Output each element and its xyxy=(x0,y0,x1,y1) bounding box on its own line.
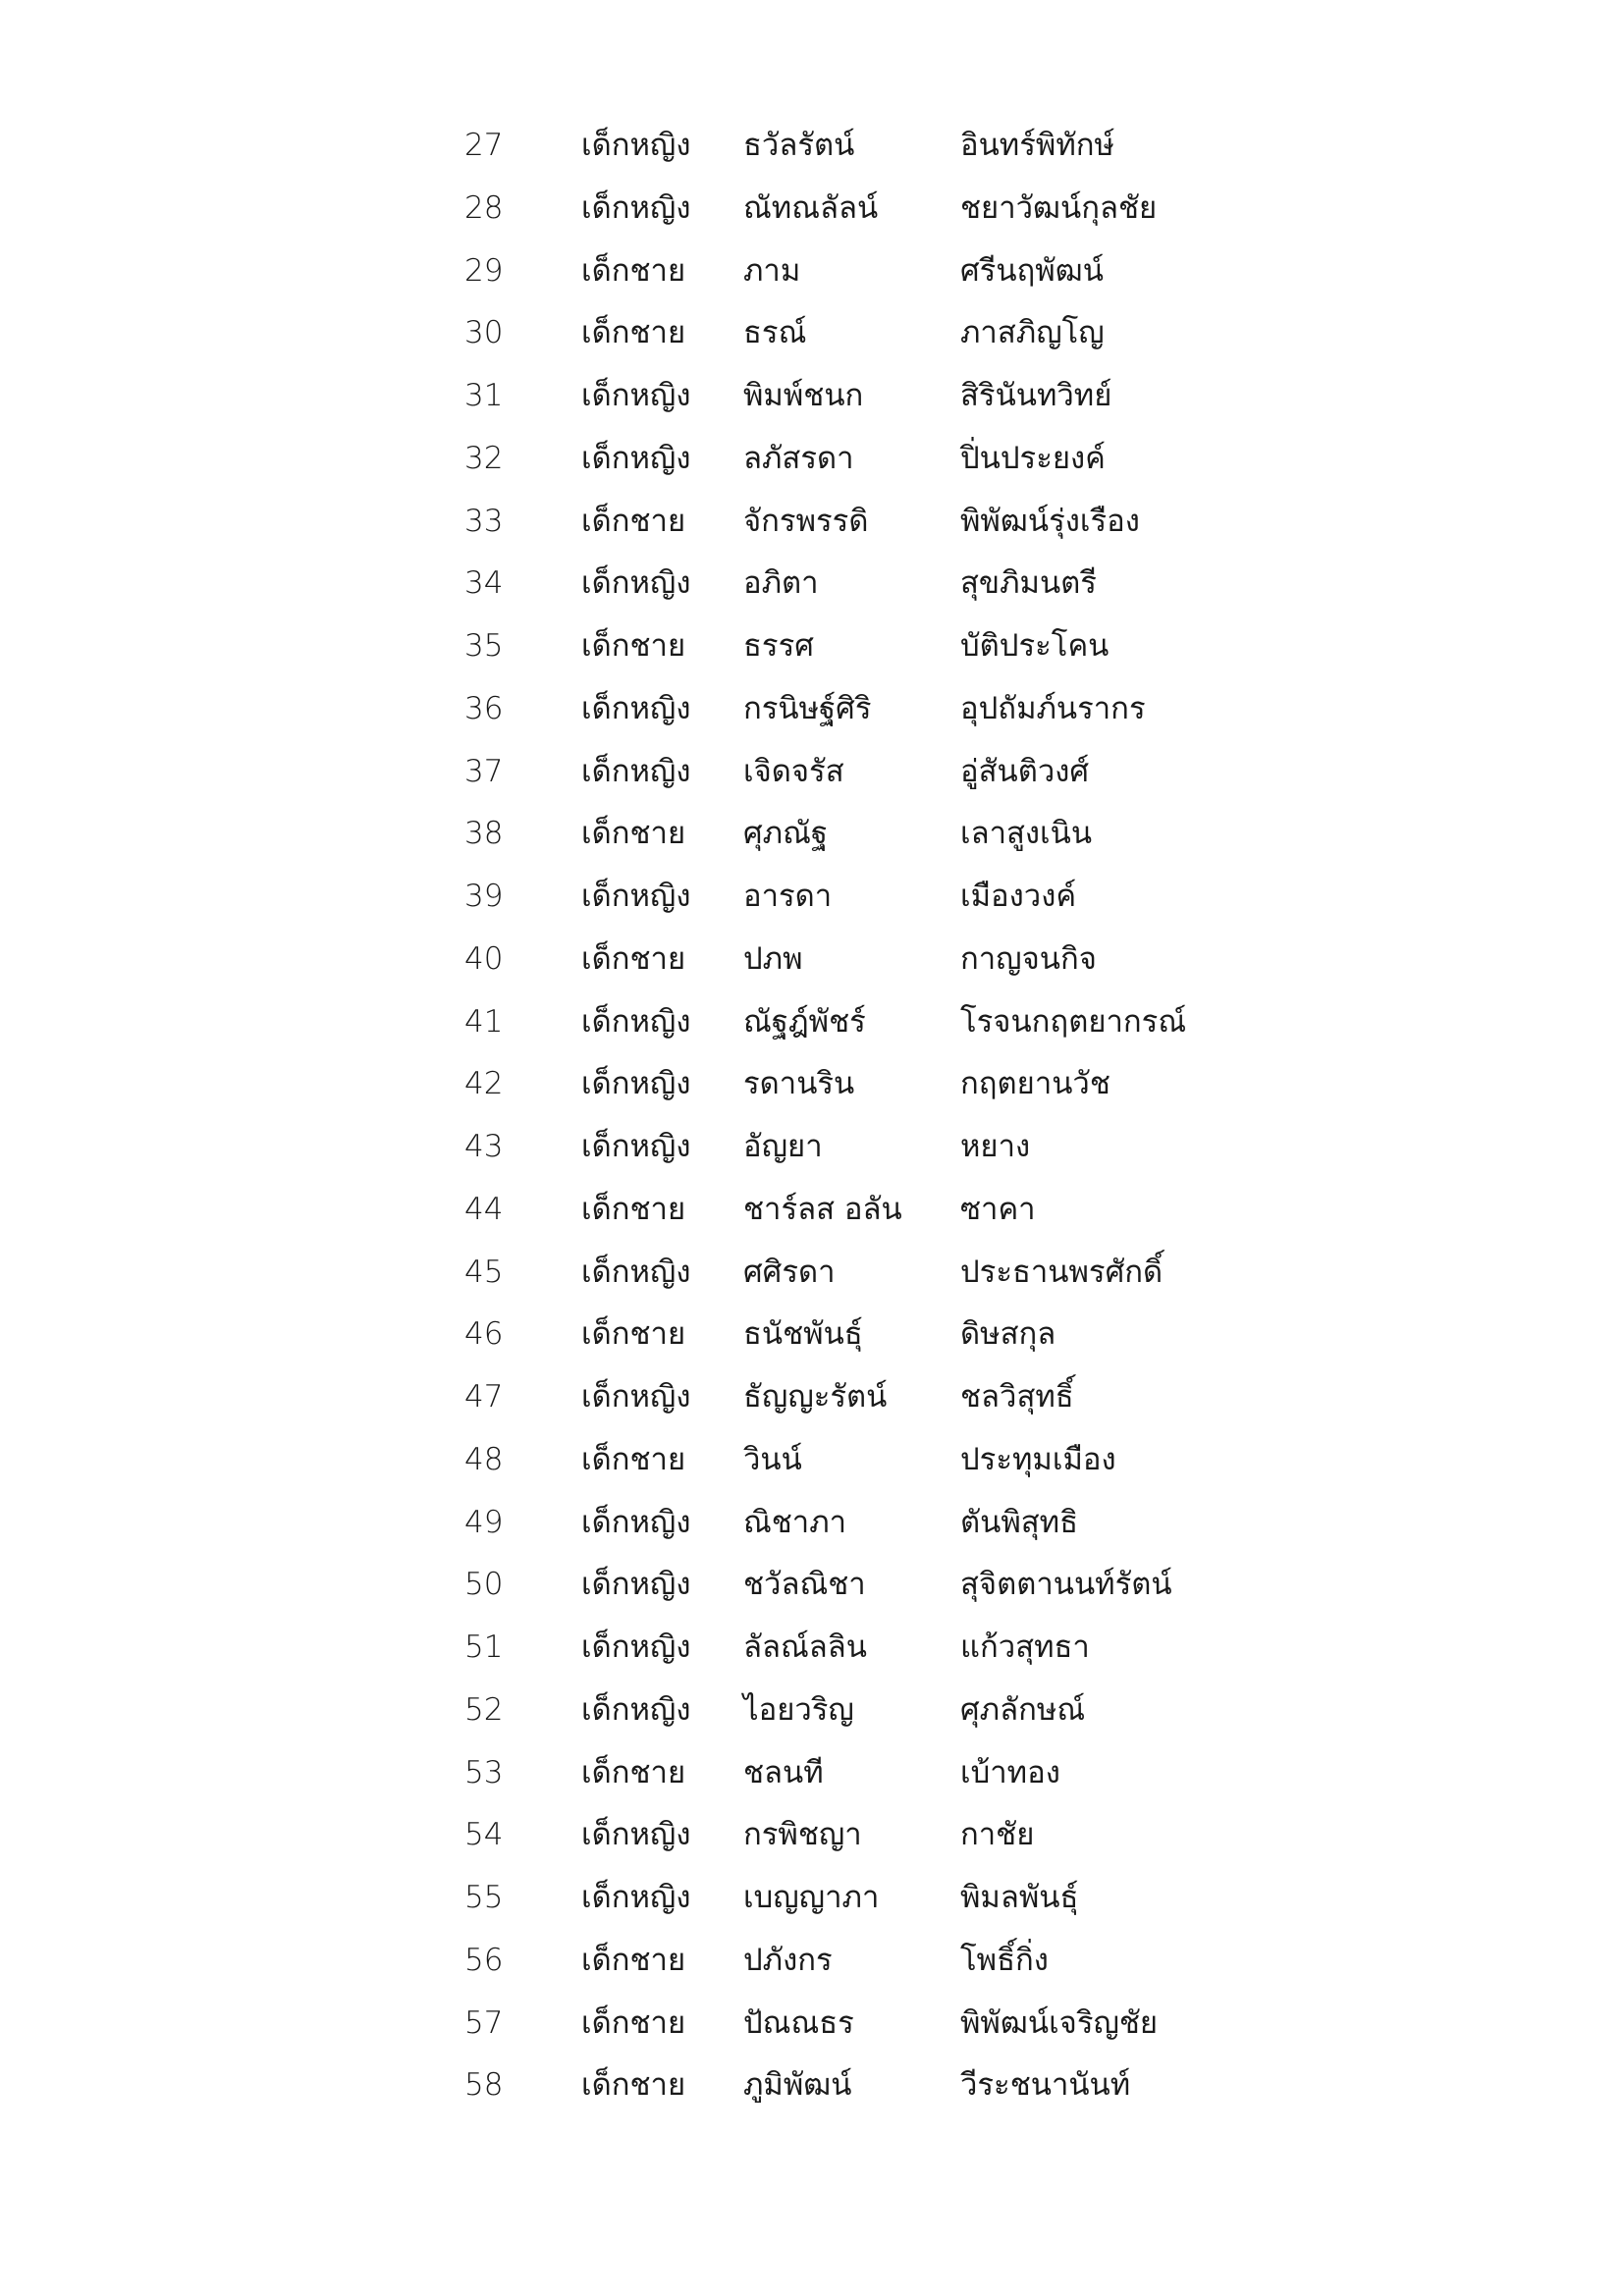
table-row xyxy=(0,1242,1624,1305)
table-row xyxy=(0,803,1624,866)
student-title: เด็กชาย xyxy=(581,816,686,852)
student-last-name: อู่สันติวงศ์ xyxy=(960,753,1090,789)
table-row xyxy=(0,929,1624,991)
student-title: เด็กชาย xyxy=(581,252,686,289)
student-first-name: ปัณณธร xyxy=(743,2004,854,2041)
student-number: 53 xyxy=(464,1754,504,1790)
student-title: เด็กหญิง xyxy=(581,189,691,226)
student-last-name: วีระชนานันท์ xyxy=(960,2067,1131,2104)
student-last-name: ชลวิสุทธิ์ xyxy=(960,1379,1074,1415)
student-first-name: พิมพ์ชนก xyxy=(743,378,864,413)
student-title: เด็กหญิง xyxy=(581,753,691,789)
student-last-name: อุปถัมภ์นรากร xyxy=(960,690,1146,726)
student-last-name: ภาสภิญโญ xyxy=(960,315,1105,351)
student-last-name: แก้วสุทธา xyxy=(960,1629,1090,1665)
student-last-name: ศุภลักษณ์ xyxy=(960,1691,1086,1728)
student-title: เด็กชาย xyxy=(581,1441,686,1477)
student-last-name: ศรีนฤพัฒน์ xyxy=(960,252,1104,289)
student-last-name: ประทุมเมือง xyxy=(960,1441,1116,1477)
student-title: เด็กชาย xyxy=(581,940,686,977)
student-last-name: กฤตยานวัช xyxy=(960,1066,1110,1102)
table-row xyxy=(0,115,1624,178)
student-last-name: สุจิตตานนท์รัตน์ xyxy=(960,1567,1172,1603)
student-title: เด็กหญิง xyxy=(581,879,691,914)
student-number: 27 xyxy=(464,128,504,163)
student-number: 33 xyxy=(464,503,504,539)
student-title: เด็กหญิง xyxy=(581,1880,691,1915)
student-last-name: โพธิ์กิ่ง xyxy=(960,1942,1049,1978)
student-last-name: สุขภิมนตรี xyxy=(960,565,1097,602)
student-first-name: ชาร์ลส อลัน xyxy=(743,1191,902,1227)
student-first-name: กรนิษฐ์ศิริ xyxy=(743,690,872,726)
student-last-name: อินทร์พิทักษ์ xyxy=(960,128,1114,163)
table-row xyxy=(0,428,1624,491)
student-number: 41 xyxy=(464,1003,504,1040)
student-first-name: ธัญญะรัตน์ xyxy=(743,1379,888,1415)
student-first-name: ณัฐฎ์พัชร์ xyxy=(743,1003,866,1040)
student-first-name: ชลนที xyxy=(743,1754,824,1790)
student-number: 58 xyxy=(464,2067,504,2104)
table-row xyxy=(0,1304,1624,1366)
student-number: 29 xyxy=(464,252,504,289)
student-last-name: ชยาวัฒน์กุลชัย xyxy=(960,189,1158,226)
student-title: เด็กหญิง xyxy=(581,1817,691,1853)
student-title: เด็กหญิง xyxy=(581,1254,691,1290)
student-number: 34 xyxy=(464,565,504,602)
student-first-name: วินน์ xyxy=(743,1441,802,1477)
student-number: 54 xyxy=(464,1817,504,1853)
student-first-name: ปภังกร xyxy=(743,1942,833,1978)
student-title: เด็กชาย xyxy=(581,1942,686,1978)
student-first-name: ธวัลรัตน์ xyxy=(743,128,855,163)
student-number: 37 xyxy=(464,753,504,789)
student-title: เด็กชาย xyxy=(581,1754,686,1790)
student-title: เด็กชาย xyxy=(581,628,686,664)
student-last-name: หยาง xyxy=(960,1129,1031,1164)
table-row xyxy=(0,240,1624,303)
student-number: 50 xyxy=(464,1567,504,1603)
table-row xyxy=(0,302,1624,365)
student-title: เด็กหญิง xyxy=(581,690,691,726)
student-last-name: เบ้าทอง xyxy=(960,1754,1060,1790)
student-first-name: อัญยา xyxy=(743,1129,823,1164)
student-first-name: ชวัลณิชา xyxy=(743,1567,866,1603)
table-row xyxy=(0,991,1624,1054)
table-row xyxy=(0,553,1624,615)
student-title: เด็กหญิง xyxy=(581,1379,691,1415)
student-first-name: จักรพรรดิ xyxy=(743,503,869,539)
student-last-name: ประธานพรศักดิ์ xyxy=(960,1254,1164,1290)
student-number: 46 xyxy=(464,1316,504,1353)
student-number: 51 xyxy=(464,1629,504,1665)
student-number: 48 xyxy=(464,1441,504,1477)
student-title: เด็กหญิง xyxy=(581,1129,691,1164)
table-row xyxy=(0,1366,1624,1429)
student-title: เด็กหญิง xyxy=(581,378,691,413)
student-first-name: ไอยวริญ xyxy=(743,1691,854,1728)
student-first-name: ลภัสรดา xyxy=(743,440,854,476)
student-first-name: อารดา xyxy=(743,879,833,914)
student-number: 40 xyxy=(464,940,504,977)
student-last-name: เลาสูงเนิน xyxy=(960,816,1093,852)
student-first-name: อภิตา xyxy=(743,565,819,602)
student-number: 56 xyxy=(464,1942,504,1978)
student-number: 36 xyxy=(464,690,504,726)
student-last-name: บัติประโคน xyxy=(960,628,1110,664)
student-last-name: กาญจนกิจ xyxy=(960,940,1097,977)
student-last-name: กาชัย xyxy=(960,1817,1035,1853)
table-row xyxy=(0,178,1624,240)
student-first-name: เจิดจรัส xyxy=(743,753,844,789)
student-first-name: ธนัชพันธุ์ xyxy=(743,1316,863,1353)
table-row xyxy=(0,1993,1624,2056)
student-first-name: ปภพ xyxy=(743,940,803,977)
student-title: เด็กหญิง xyxy=(581,1003,691,1040)
student-title: เด็กชาย xyxy=(581,1316,686,1353)
student-number: 35 xyxy=(464,628,504,664)
student-first-name: รดานริน xyxy=(743,1066,855,1102)
table-row xyxy=(0,1930,1624,1993)
student-last-name: ปิ่นประยงค์ xyxy=(960,440,1106,476)
table-row xyxy=(0,615,1624,678)
student-last-name: ซาคา xyxy=(960,1191,1036,1227)
student-title: เด็กหญิง xyxy=(581,1504,691,1540)
student-number: 32 xyxy=(464,440,504,476)
student-roster xyxy=(0,115,1624,2117)
student-title: เด็กหญิง xyxy=(581,565,691,602)
student-title: เด็กหญิง xyxy=(581,440,691,476)
student-number: 42 xyxy=(464,1066,504,1102)
student-last-name: พิพัฒน์เจริญชัย xyxy=(960,2004,1159,2041)
student-first-name: ศศิรดา xyxy=(743,1254,836,1290)
student-first-name: เบญญาภา xyxy=(743,1880,880,1915)
table-row xyxy=(0,365,1624,428)
student-first-name: ธรณ์ xyxy=(743,315,807,351)
student-number: 38 xyxy=(464,816,504,852)
table-row xyxy=(0,866,1624,929)
student-number: 52 xyxy=(464,1691,504,1728)
table-row xyxy=(0,1116,1624,1179)
student-title: เด็กหญิง xyxy=(581,1629,691,1665)
student-first-name: ณัทณลัลน์ xyxy=(743,189,879,226)
table-row xyxy=(0,1617,1624,1680)
student-number: 44 xyxy=(464,1191,504,1227)
student-title: เด็กหญิง xyxy=(581,128,691,163)
student-first-name: ศุภณัฐ xyxy=(743,816,828,852)
table-row xyxy=(0,1742,1624,1805)
student-last-name: ตันพิสุทธิ xyxy=(960,1504,1079,1540)
student-number: 47 xyxy=(464,1379,504,1415)
student-last-name: สิรินันทวิทย์ xyxy=(960,378,1112,413)
student-last-name: พิมลพันธุ์ xyxy=(960,1880,1079,1915)
table-row xyxy=(0,1492,1624,1555)
table-row xyxy=(0,1053,1624,1116)
student-first-name: ณิชาภา xyxy=(743,1504,847,1540)
student-first-name: กรพิชญา xyxy=(743,1817,862,1853)
table-row xyxy=(0,741,1624,804)
student-title: เด็กชาย xyxy=(581,315,686,351)
table-row xyxy=(0,1429,1624,1492)
table-row xyxy=(0,1680,1624,1742)
student-title: เด็กชาย xyxy=(581,503,686,539)
table-row xyxy=(0,1804,1624,1867)
student-first-name: ลัลณ์ลลิน xyxy=(743,1629,867,1665)
table-row xyxy=(0,491,1624,554)
student-last-name: โรจนกฤตยากรณ์ xyxy=(960,1003,1187,1040)
student-title: เด็กชาย xyxy=(581,1191,686,1227)
student-last-name: เมืองวงค์ xyxy=(960,879,1077,914)
student-title: เด็กหญิง xyxy=(581,1567,691,1603)
table-row xyxy=(0,678,1624,741)
student-last-name: พิพัฒน์รุ่งเรือง xyxy=(960,503,1140,539)
student-title: เด็กชาย xyxy=(581,2067,686,2104)
student-title: เด็กชาย xyxy=(581,2004,686,2041)
student-number: 43 xyxy=(464,1129,504,1164)
student-title: เด็กหญิง xyxy=(581,1691,691,1728)
student-number: 57 xyxy=(464,2004,504,2041)
student-last-name: ดิษสกุล xyxy=(960,1316,1056,1353)
student-number: 45 xyxy=(464,1254,504,1290)
student-number: 55 xyxy=(464,1880,504,1915)
student-number: 28 xyxy=(464,189,504,226)
table-row xyxy=(0,1554,1624,1617)
student-number: 30 xyxy=(464,315,504,351)
student-first-name: ภาม xyxy=(743,252,801,289)
student-number: 31 xyxy=(464,378,504,413)
table-row xyxy=(0,1867,1624,1930)
table-row xyxy=(0,1179,1624,1242)
student-first-name: ภูมิพัฒน์ xyxy=(743,2067,852,2104)
student-first-name: ธรรศ xyxy=(743,628,814,664)
table-row xyxy=(0,2055,1624,2117)
student-number: 49 xyxy=(464,1504,504,1540)
student-number: 39 xyxy=(464,879,504,914)
student-title: เด็กหญิง xyxy=(581,1066,691,1102)
